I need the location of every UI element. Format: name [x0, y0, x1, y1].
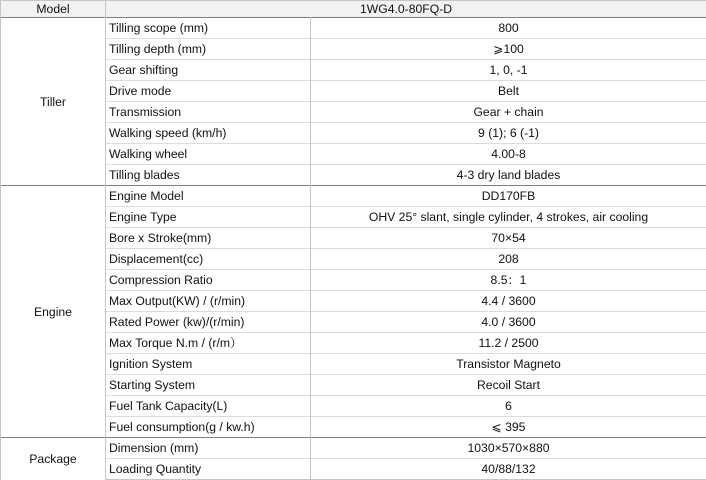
spec-row: [1, 123, 706, 144]
param-value: 208: [311, 249, 706, 270]
param-name: Rated Power (kw)/(r/min): [106, 312, 311, 333]
param-name: Tilling scope (mm): [106, 18, 311, 39]
param-value: 40/88/132: [311, 459, 706, 480]
spec-row: [1, 375, 706, 396]
param-name: Gear shifting: [106, 60, 311, 81]
param-value: Belt: [311, 81, 706, 102]
spec-row: [1, 207, 706, 228]
spec-row: [1, 165, 706, 186]
param-value: ⩽ 395: [311, 417, 706, 438]
spec-row: [1, 144, 706, 165]
param-name: Compression Ratio: [106, 270, 311, 291]
param-value: 800: [311, 18, 706, 39]
param-value: 11.2 / 2500: [311, 333, 706, 354]
param-name: Engine Type: [106, 207, 311, 228]
param-value: 1030×570×880: [311, 438, 706, 459]
spec-row: [1, 60, 706, 81]
param-name: Walking wheel: [106, 144, 311, 165]
spec-row: [1, 438, 706, 459]
group-label-tiller: Tiller: [1, 18, 106, 186]
spec-table-body: [1, 1, 706, 480]
param-name: Engine Model: [106, 186, 311, 207]
param-value: OHV 25° slant, single cylinder, 4 strokes, air cooling: [311, 207, 706, 228]
param-name: Displacement(cc): [106, 249, 311, 270]
spec-row: [1, 18, 706, 39]
param-name: Max Output(KW) / (r/min): [106, 291, 311, 312]
spec-row: [1, 333, 706, 354]
spec-row: [1, 249, 706, 270]
param-name: Starting System: [106, 375, 311, 396]
spec-row: [1, 417, 706, 438]
param-value: 9 (1); 6 (-1): [311, 123, 706, 144]
param-value: 1, 0, -1: [311, 60, 706, 81]
param-value: 6: [311, 396, 706, 417]
spec-row: [1, 228, 706, 249]
param-name: Ignition System: [106, 354, 311, 375]
param-name: Fuel consumption(g / kw.h): [106, 417, 311, 438]
param-name: Max Torque N.m / (r/m）: [106, 333, 311, 354]
group-label-engine: Engine: [1, 186, 106, 438]
spec-row: [1, 312, 706, 333]
param-value: DD170FB: [311, 186, 706, 207]
param-value: 70×54: [311, 228, 706, 249]
param-name: Dimension (mm): [106, 438, 311, 459]
param-name: Transmission: [106, 102, 311, 123]
param-name: Tilling blades: [106, 165, 311, 186]
spec-row: [1, 102, 706, 123]
param-value: Transistor Magneto: [311, 354, 706, 375]
param-value: Recoil Start: [311, 375, 706, 396]
model-label: Model: [1, 1, 106, 18]
spec-row: [1, 291, 706, 312]
param-name: Drive mode: [106, 81, 311, 102]
param-value: 8.5：1: [311, 270, 706, 291]
param-value: 4-3 dry land blades: [311, 165, 706, 186]
spec-row: [1, 354, 706, 375]
spec-row: [1, 459, 706, 480]
param-value: 4.00-8: [311, 144, 706, 165]
model-row: [1, 1, 706, 18]
param-name: Loading Quantity: [106, 459, 311, 480]
param-name: Walking speed (km/h): [106, 123, 311, 144]
group-label-package: Package: [1, 438, 106, 480]
spec-row: [1, 39, 706, 60]
param-name: Bore x Stroke(mm): [106, 228, 311, 249]
param-name: Fuel Tank Capacity(L): [106, 396, 311, 417]
param-value: Gear + chain: [311, 102, 706, 123]
param-value: ⩾100: [311, 39, 706, 60]
model-value: 1WG4.0-80FQ-D: [106, 1, 706, 18]
spec-row: [1, 270, 706, 291]
param-value: 4.4 / 3600: [311, 291, 706, 312]
param-name: Tilling depth (mm): [106, 39, 311, 60]
spec-row: [1, 186, 706, 207]
param-value: 4.0 / 3600: [311, 312, 706, 333]
spec-row: [1, 81, 706, 102]
spec-row: [1, 396, 706, 417]
